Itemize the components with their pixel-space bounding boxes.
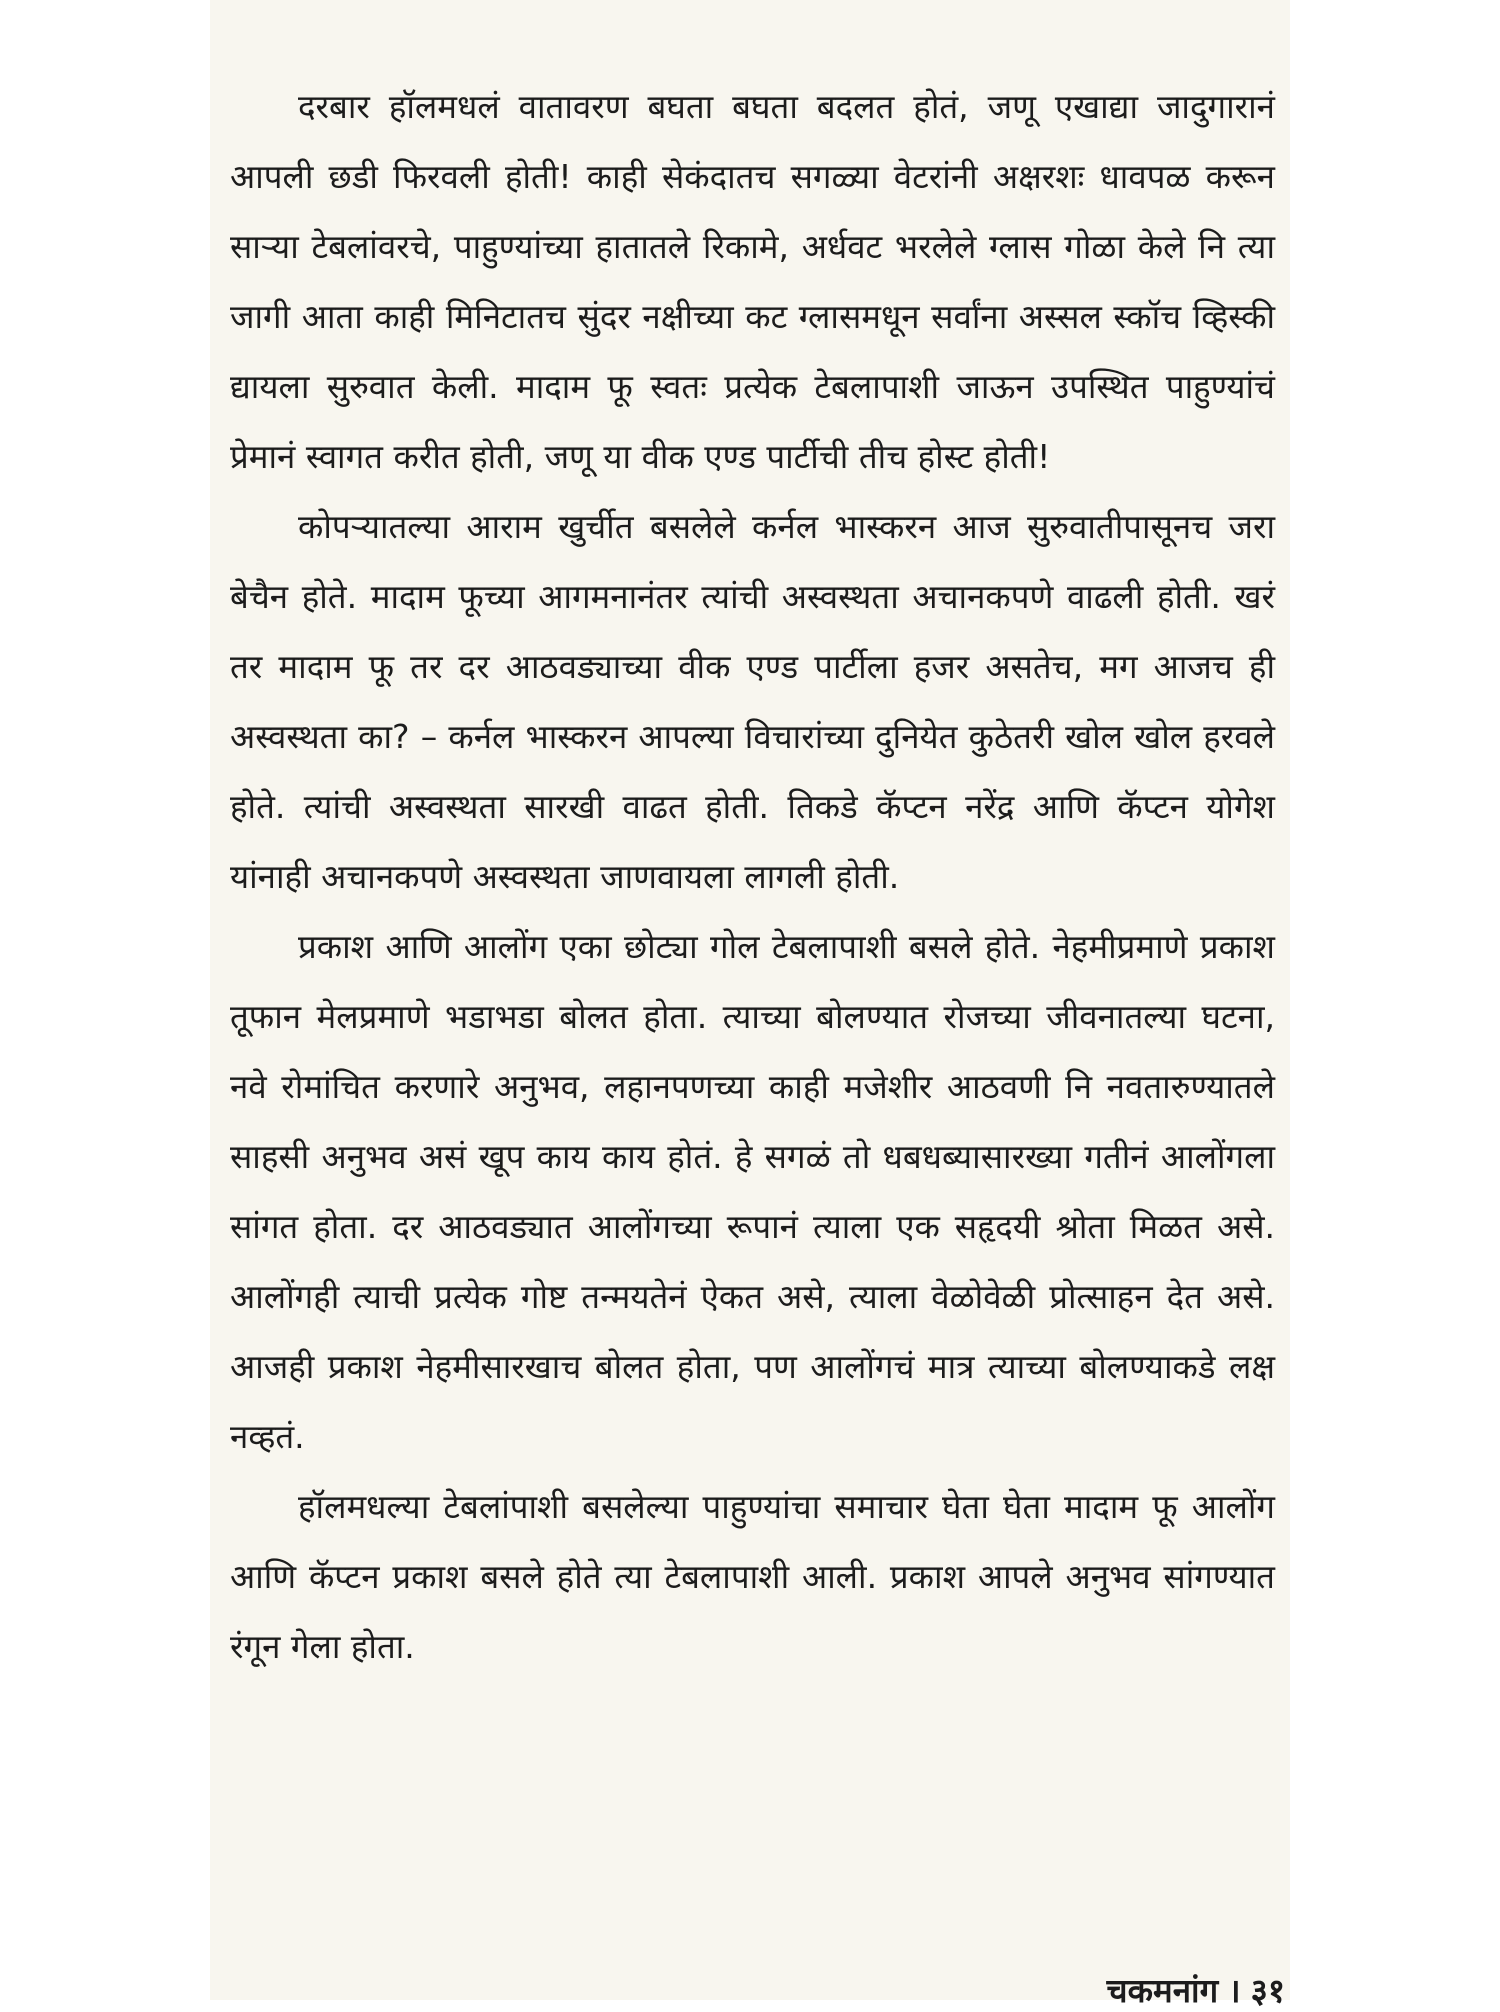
paragraph-3: प्रकाश आणि आलोंग एका छोट्या गोल टेबलापाशी बसले होते. नेहमीप्रमाणे प्रकाश तूफान मेलप्रमाणे भडाभडा बोलत होता. त्याच्या बोलण्यात रोजच्या जीवनातल्या घटना, नवे रोमांचित करणारे अनुभव, लहानपणच्या काही मजेशीर आठवणी नि नवतारुण्यातले साहसी अनुभव असं खूप काय काय होतं. हे सगळं तो धबधब्यासारख्या गतीनं आलोंगला सांगत होता. दर आठवड्यात आलोंगच्या रूपानं त्याला एक सहृदयी श्रोता मिळत असे. आलोंगही त्याची प्रत्येक गोष्ट तन्मयतेनं ऐकत असे, त्याला वेळोवेळी प्रोत्साहन देत असे. आजही प्रकाश नेहमीसारखाच बोलत होता, पण आलोंगचं मात्र त्याच्या बोलण्याकडे लक्ष नव्हतं. (230, 927, 1275, 1456)
page-footer (1107, 1967, 1285, 2012)
paragraph-4: हॉलमधल्या टेबलांपाशी बसलेल्या पाहुण्यांचा समाचार घेता घेता मादाम फू आलोंग आणि कॅप्टन प्रकाश बसले होते त्या टेबलापाशी आली. प्रकाश आपले अनुभव सांगण्यात रंगून गेला होता. (230, 1487, 1275, 1666)
page-number: ३१ (1250, 1971, 1285, 2010)
footer-separator: । (1228, 1971, 1241, 2010)
paragraph-1: दरबार हॉलमधलं वातावरण बघता बघता बदलत होतं, जणू एखाद्या जादुगारानं आपली छडी फिरवली होती! काही सेकंदातच सगळ्या वेटरांनी अक्षरशः धावपळ करून साऱ्या टेबलांवरचे, पाहुण्यांच्या हातातले रिकामे, अर्धवट भरलेले ग्लास गोळा केले नि त्या जागी आता काही मिनिटातच सुंदर नक्षीच्या कट ग्लासमधून सर्वांना अस्सल स्कॉच व्हिस्की द्यायला सुरुवात केली. मादाम फू स्वतः प्रत्येक टेबलापाशी जाऊन उपस्थित पाहुण्यांचं प्रेमानं स्वागत करीत होती, जणू या वीक एण्ड पार्टीची तीच होस्ट होती! (230, 87, 1275, 476)
paragraph-2: कोपऱ्यातल्या आराम खुर्चीत बसलेले कर्नल भास्करन आज सुरुवातीपासूनच जरा बेचैन होते. मादाम फूच्या आगमनानंतर त्यांची अस्वस्थता अचानकपणे वाढली होती. खरं तर मादाम फू तर दर आठवड्याच्या वीक एण्ड पार्टीला हजर असतेच, मग आजच ही अस्वस्थता का? – कर्नल भास्करन आपल्या विचारांच्या दुनियेत कुठेतरी खोल खोल हरवले होते. त्यांची अस्वस्थता सारखी वाढत होती. तिकडे कॅप्टन नरेंद्र आणि कॅप्टन योगेश यांनाही अचानकपणे अस्वस्थता जाणवायला लागली होती. (230, 507, 1275, 896)
running-title: चकमनांग (1106, 1971, 1219, 2010)
body-text (230, 72, 1275, 1682)
